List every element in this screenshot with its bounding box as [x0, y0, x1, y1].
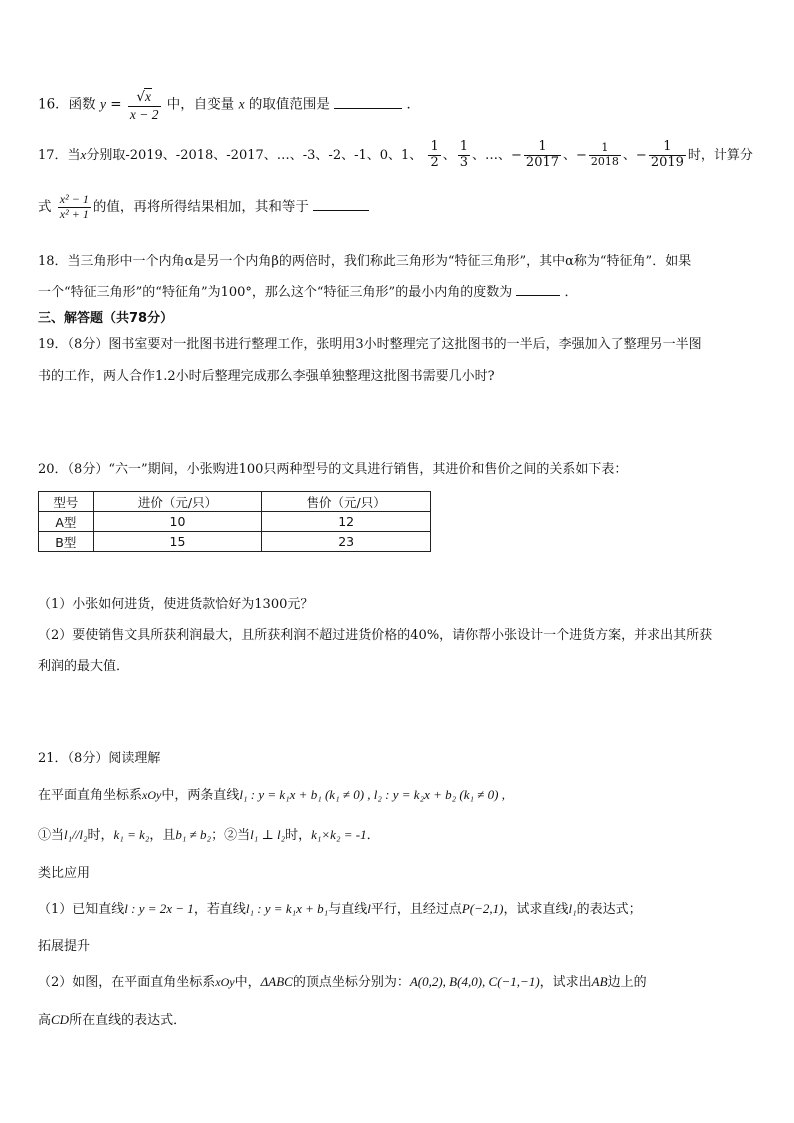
question-21-part2-line1	[38, 971, 647, 990]
table-cell: 10	[93, 512, 262, 532]
q17-sep: 、−	[622, 147, 647, 163]
q17-dots: 、…、−	[472, 147, 522, 163]
q21-math: CD	[51, 1012, 70, 1027]
table-cell: 15	[93, 532, 262, 552]
q16-var: x	[238, 96, 245, 112]
q20-part2-text: 利润的最大值．	[38, 659, 130, 674]
q17-pre: 17．当	[38, 147, 81, 163]
q16-fraction: $\frac{√x}{x - 2}$	[129, 89, 159, 122]
q16-end: ．	[406, 96, 420, 113]
q21-math: AB	[591, 974, 608, 989]
q21-text: 与直线	[328, 902, 368, 917]
q19-line1-text: 19．（8分）图书室要对一批图书进行整理工作，张明用3小时整理完了这批图书的一半后，李强加入了整理另一半图	[38, 337, 702, 352]
q21-text: 的表达式；	[576, 902, 642, 917]
q21-text: （1）已知直线	[38, 902, 125, 917]
q17-expression: $\frac{\text{x² − 1}}{\text{x² + 1}}$	[59, 192, 89, 221]
q21-math: l	[367, 901, 371, 916]
q20-intro-text: 20．（8分）“六一”期间，小张购进100只两种型号的文具进行销售，其进价和售价之间的关系如下表：	[38, 462, 628, 477]
q17-sep: 、−	[563, 147, 587, 163]
q18-answer-blank[interactable]	[516, 294, 560, 296]
q21-math: xOy	[215, 975, 235, 989]
q21-text: 时，	[87, 828, 114, 843]
q17-end: 时，计算分	[687, 147, 753, 163]
q21-text: 高	[38, 1013, 52, 1028]
q21-text: 中，	[234, 975, 261, 990]
q16-number: 16．函数	[38, 96, 96, 113]
q21-text: ，试求出	[539, 975, 592, 990]
table-row	[39, 512, 431, 532]
q21-text: ．	[366, 828, 380, 843]
q19-line2-text: 书的工作，两人合作1.2小时后整理完成那么李强单独整理这批图书需要几小时?	[38, 369, 495, 384]
question-20-part1	[38, 593, 313, 612]
table-cell: B型	[39, 532, 94, 552]
q18-line1-text: 18．当三角形中一个内角α是另一个内角β的两倍时，我们称此三角形为“特征三角形”，其中α称为“特征角”．如果	[38, 254, 692, 269]
question-17-line2	[38, 193, 369, 222]
q21-math: P(−2,1)	[461, 901, 504, 916]
table-cell: 23	[262, 532, 431, 552]
table-row	[39, 532, 431, 552]
q17-var: x	[80, 146, 87, 162]
price-table	[38, 491, 431, 552]
q21-math: b₁ ≠ b₂	[175, 827, 212, 842]
q17-mid: 分别取-2019、-2018、-2017、…、-3、-2、-1、0、1、	[86, 147, 423, 163]
question-21-line1	[38, 784, 505, 803]
extend-heading	[38, 935, 90, 954]
q21-title-text: 21．（8分）阅读理解	[38, 751, 161, 766]
q18-end: ．	[564, 285, 578, 300]
q16-eq: =	[110, 96, 122, 113]
q17-frac-1-2017: $\frac{1}{2017}$	[525, 139, 560, 170]
table-header-row	[39, 492, 431, 512]
question-20-intro	[38, 458, 627, 477]
q17-sep: 、	[442, 147, 456, 163]
q21-text: ，试求直线	[503, 902, 569, 917]
q21-math: xOy	[142, 788, 162, 802]
question-17-line1	[38, 140, 753, 171]
q17-line2-pre: 式	[38, 198, 52, 215]
q21-math: l : y = 2x − 1	[124, 901, 194, 916]
q21-text: 的顶点坐标分别为：	[292, 975, 410, 990]
analogy-heading	[38, 862, 90, 881]
q21-text: ①当	[38, 828, 65, 843]
question-19-line2	[38, 365, 495, 384]
question-18-line2	[38, 281, 578, 300]
q16-y: y	[99, 96, 106, 112]
q21-text: ，且	[149, 828, 176, 843]
q20-part2-text: （2）要使销售文具所获利润最大，且所获利润不超过进货价格的40%，请你帮小张设计一个进货方案，并求出其所获	[38, 628, 713, 643]
question-21-part1	[38, 898, 642, 917]
q16-answer-blank[interactable]	[334, 107, 402, 109]
table-cell: 12	[262, 512, 431, 532]
q17-frac-1-2018: $\frac{1}{2018}$	[590, 141, 619, 168]
q17-frac-1-2019: $\frac{1}{2019}$	[650, 139, 684, 170]
extend-text: 拓展提升	[38, 939, 91, 954]
q21-math: l₁	[568, 901, 577, 916]
q20-part1-text: （1）小张如何进货，使进货款恰好为1300元？	[38, 597, 314, 612]
q21-text: 在平面直角坐标系	[38, 788, 143, 803]
question-21-line2	[38, 824, 380, 843]
q21-text: ；②当	[211, 828, 251, 843]
q21-math: k₁×k₂ = -1	[311, 827, 367, 842]
q21-text: 所在直线的表达式．	[69, 1013, 187, 1028]
table-header: 型号	[39, 492, 94, 512]
question-19-line1	[38, 333, 702, 352]
question-21-part2-line2	[38, 1009, 186, 1028]
q21-text: ，若直线	[193, 902, 246, 917]
q16-text2: 的取值范围是	[248, 96, 330, 113]
q21-text: 平行，且经过点	[370, 902, 462, 917]
section-3-heading: 三、解答题（共78分）	[38, 311, 174, 326]
q21-math: ΔABC	[260, 974, 293, 989]
q21-math: l₁ : y = k₁x + b₁	[245, 901, 329, 916]
q21-text: 中，两条直线	[161, 788, 240, 803]
q21-text: 时，	[285, 828, 312, 843]
q17-frac-1-2: $\frac{1}{2}$	[430, 139, 439, 170]
q17-frac-1-3: $\frac{1}{3}$	[459, 139, 469, 170]
q21-math: A(0,2), B(4,0), C(−1,−1)	[409, 974, 540, 989]
table-header: 进价（元/只）	[93, 492, 262, 512]
q21-math: l₁//l₂	[64, 827, 88, 842]
q21-math: l₁ : y = k₁x + b₁ (k₁ ≠ 0) , l₂ : y = k₂x + b₂ (k₁ ≠ 0) ,	[239, 787, 505, 802]
q18-line2-text: 一个“特征三角形”的“特征角”为100°，那么这个“特征三角形”的最小内角的度数为	[38, 285, 513, 300]
q16-frac-den: x − 2	[129, 106, 159, 122]
question-20-part2-line1	[38, 624, 712, 643]
q21-text: （2）如图，在平面直角坐标系	[38, 975, 216, 990]
question-21-title	[38, 747, 160, 766]
q21-math: l₁ ⊥ l₂	[250, 827, 286, 842]
table-cell: A型	[39, 512, 94, 532]
q16-frac-num: x	[145, 89, 151, 104]
question-18-line1	[38, 250, 691, 269]
question-20-part2-line2	[38, 655, 129, 674]
table-header: 售价（元/只）	[262, 492, 431, 512]
q21-math: k₁ = k₂	[113, 827, 150, 842]
q17-line2-text: 的值，再将所得结果相加，其和等于	[92, 198, 309, 215]
analogy-text: 类比应用	[38, 866, 91, 881]
q16-text: 中，自变量	[166, 96, 235, 113]
q21-text: 边上的	[607, 975, 647, 990]
section-title	[38, 307, 173, 326]
q17-answer-blank[interactable]	[313, 209, 369, 211]
question-16	[38, 88, 420, 122]
